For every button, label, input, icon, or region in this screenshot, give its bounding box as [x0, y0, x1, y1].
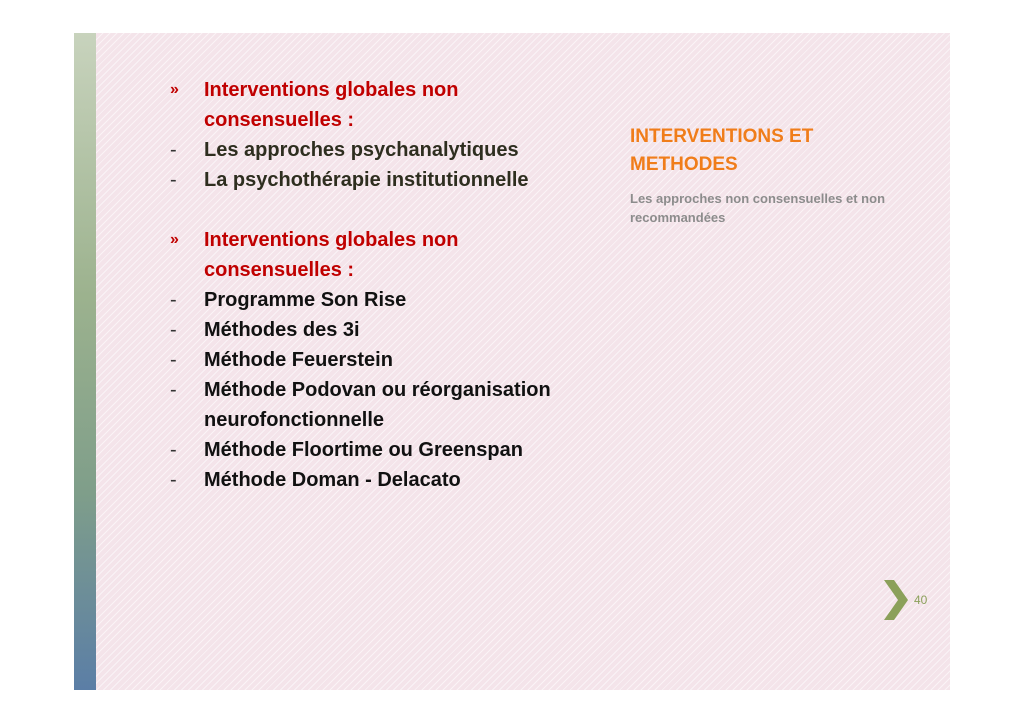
list-item-text: Méthode Floortime ou Greenspan	[204, 439, 523, 461]
list-item	[170, 375, 590, 435]
group-1	[170, 75, 590, 195]
list-item	[170, 345, 590, 375]
list-item-text: La psychothérapie institutionnelle	[204, 169, 529, 191]
double-chevron-icon: »	[170, 231, 179, 248]
group-heading-text: Interventions globales non consensuelles :	[204, 79, 459, 131]
list-item	[170, 465, 590, 495]
dash-bullet: -	[170, 439, 177, 461]
list-item	[170, 285, 590, 315]
dash-bullet: -	[170, 379, 177, 401]
dash-bullet: -	[170, 469, 177, 491]
list-item-text: Méthodes des 3i	[204, 319, 360, 341]
group-heading-text: Interventions globales non consensuelles :	[204, 229, 459, 281]
dash-bullet: -	[170, 349, 177, 371]
double-chevron-icon: »	[170, 81, 179, 98]
section-info	[630, 123, 900, 227]
section-subtitle: Les approches non consensuelles et non recommandées	[630, 191, 886, 225]
group-2	[170, 225, 590, 495]
list-item-text: Méthode Doman - Delacato	[204, 469, 461, 491]
group-heading	[170, 75, 590, 135]
side-accent-bar	[74, 33, 96, 690]
chevron-right-icon	[882, 578, 910, 622]
dash-bullet: -	[170, 169, 177, 191]
list-item-text: Méthode Podovan ou réorganisation neurofonctionnelle	[204, 379, 551, 431]
list-item	[170, 135, 590, 165]
dash-bullet: -	[170, 289, 177, 311]
page-number: 40	[914, 593, 928, 607]
group-heading	[170, 225, 590, 285]
list-item	[170, 165, 590, 195]
dash-bullet: -	[170, 139, 177, 161]
list-item-text: Programme Son Rise	[204, 289, 407, 311]
content-list	[170, 75, 590, 495]
list-item	[170, 435, 590, 465]
dash-bullet: -	[170, 319, 177, 341]
list-item	[170, 315, 590, 345]
section-title: INTERVENTIONS ET METHODES	[630, 126, 814, 175]
slide	[74, 33, 950, 690]
list-item-text: Les approches psychanalytiques	[204, 139, 519, 161]
list-item-text: Méthode Feuerstein	[204, 349, 393, 371]
